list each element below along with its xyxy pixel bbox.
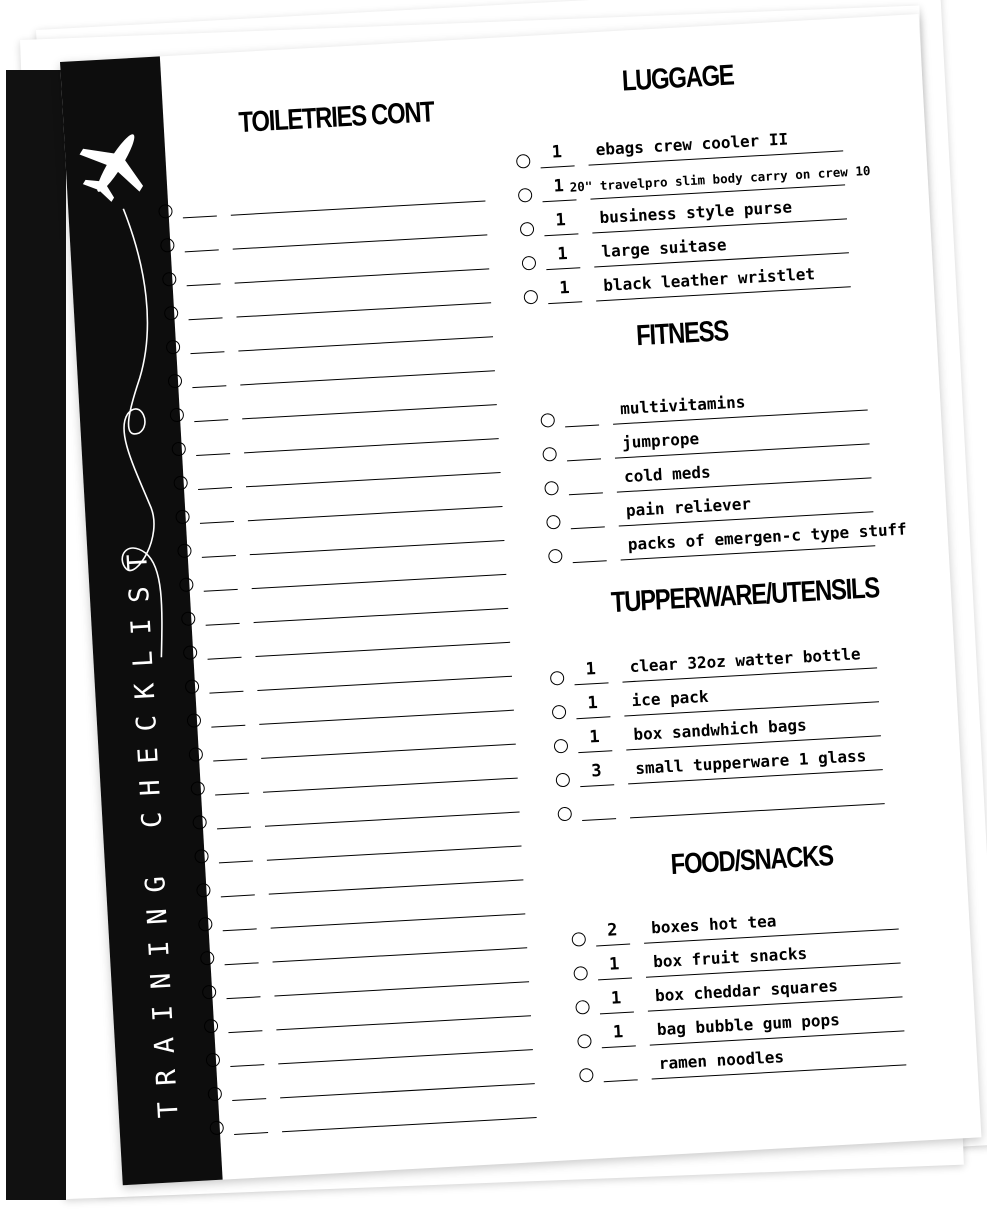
checklist-page bbox=[60, 14, 981, 1185]
quantity-line bbox=[565, 424, 599, 427]
item-line bbox=[235, 268, 490, 283]
checkbox-circle[interactable] bbox=[206, 1053, 221, 1068]
quantity-line bbox=[223, 928, 257, 931]
item-text: ramen noodles bbox=[658, 1047, 785, 1074]
toiletries-title: TOILETRIES CONT bbox=[237, 96, 435, 140]
quantity-line bbox=[600, 1011, 634, 1014]
item-line bbox=[236, 302, 491, 317]
checkbox-circle[interactable] bbox=[185, 679, 200, 694]
item-line bbox=[273, 947, 528, 962]
quantity-line bbox=[227, 996, 261, 999]
quantity-text: 1 bbox=[586, 692, 599, 714]
quantity-line bbox=[548, 301, 582, 304]
item-text: box cheddar squares bbox=[654, 976, 839, 1006]
checkbox-circle[interactable] bbox=[173, 476, 188, 491]
tupperware-title: TUPPERWARE/UTENSILS bbox=[610, 572, 880, 620]
item-line bbox=[265, 812, 520, 827]
quantity-line bbox=[575, 682, 609, 685]
quantity-line bbox=[232, 1098, 266, 1101]
quantity-line bbox=[604, 1079, 638, 1082]
checkbox-circle[interactable] bbox=[177, 543, 192, 558]
quantity-line bbox=[202, 555, 236, 558]
checkbox-circle[interactable] bbox=[200, 951, 215, 966]
quantity-line bbox=[187, 283, 221, 286]
food-title: FOOD/SNACKS bbox=[669, 840, 834, 882]
item-line bbox=[261, 744, 516, 759]
checkbox-circle[interactable] bbox=[198, 917, 213, 932]
item-text: business style purse bbox=[598, 197, 793, 228]
item-text: jumprope bbox=[621, 428, 700, 453]
checkbox-circle[interactable] bbox=[546, 515, 561, 530]
checkbox-circle[interactable] bbox=[181, 611, 196, 626]
quantity-line bbox=[544, 233, 578, 236]
quantity-line bbox=[190, 351, 224, 354]
checkbox-circle[interactable] bbox=[194, 849, 209, 864]
checkbox-circle[interactable] bbox=[190, 781, 205, 796]
quantity-line bbox=[215, 793, 249, 796]
checkbox-circle[interactable] bbox=[575, 1000, 590, 1015]
item-text: clear 32oz watter bottle bbox=[629, 644, 861, 677]
item-line bbox=[248, 506, 503, 521]
checkbox-circle[interactable] bbox=[520, 222, 535, 237]
quantity-line bbox=[234, 1132, 268, 1135]
quantity-line bbox=[204, 589, 238, 592]
quantity-line bbox=[213, 759, 247, 762]
item-line bbox=[246, 472, 501, 487]
checkbox-circle[interactable] bbox=[577, 1034, 592, 1049]
item-line bbox=[276, 1015, 531, 1030]
item-text: multivitamins bbox=[619, 392, 746, 419]
quantity-line bbox=[209, 691, 243, 694]
quantity-line bbox=[567, 458, 601, 461]
item-line bbox=[231, 200, 486, 215]
quantity-text: 2 bbox=[606, 920, 619, 941]
item-line bbox=[280, 1083, 535, 1098]
item-line bbox=[630, 803, 885, 818]
quantity-text bbox=[571, 536, 605, 538]
checkbox-circle[interactable] bbox=[550, 671, 565, 686]
checkbox-circle[interactable] bbox=[202, 985, 217, 1000]
quantity-line bbox=[546, 267, 580, 270]
quantity-line bbox=[183, 215, 217, 218]
checkbox-circle[interactable] bbox=[204, 1019, 219, 1034]
checkbox-circle[interactable] bbox=[162, 272, 177, 287]
item-text: box fruit snacks bbox=[652, 943, 808, 972]
quantity-line bbox=[230, 1064, 264, 1067]
quantity-line bbox=[211, 725, 245, 728]
quantity-text: 1 bbox=[553, 176, 565, 197]
item-line bbox=[278, 1049, 533, 1064]
item-line bbox=[282, 1117, 537, 1132]
quantity-line bbox=[569, 492, 603, 495]
checkbox-circle[interactable] bbox=[187, 713, 202, 728]
item-text: ice pack bbox=[631, 686, 710, 711]
quantity-line bbox=[543, 199, 577, 202]
checkbox-circle[interactable] bbox=[571, 932, 586, 947]
checkbox-circle[interactable] bbox=[555, 773, 570, 788]
checkbox-circle[interactable] bbox=[523, 290, 538, 305]
item-text: packs of emergen-c type stuff bbox=[627, 519, 908, 555]
checkbox-circle[interactable] bbox=[554, 739, 569, 754]
checkbox-circle[interactable] bbox=[573, 966, 588, 981]
checkbox-circle[interactable] bbox=[164, 306, 179, 321]
quantity-line bbox=[228, 1030, 262, 1033]
item-line bbox=[257, 676, 512, 691]
item-line bbox=[267, 845, 522, 860]
checkbox-circle[interactable] bbox=[557, 807, 572, 822]
quantity-line bbox=[185, 249, 219, 252]
quantity-text: 1 bbox=[608, 954, 620, 975]
item-line bbox=[252, 574, 507, 589]
checkbox-circle[interactable] bbox=[188, 747, 203, 762]
item-line bbox=[238, 336, 493, 351]
item-text: black leather wristlet bbox=[602, 264, 816, 296]
quantity-text bbox=[568, 468, 602, 470]
quantity-text bbox=[602, 1055, 636, 1057]
checkbox-circle[interactable] bbox=[160, 238, 175, 253]
checkbox-circle[interactable] bbox=[518, 188, 533, 203]
checkbox-circle[interactable] bbox=[158, 204, 173, 219]
quantity-line bbox=[225, 962, 259, 965]
quantity-text: 1 bbox=[556, 243, 569, 265]
item-text: bag bubble gum pops bbox=[656, 1009, 841, 1040]
quantity-line bbox=[576, 716, 610, 719]
quantity-line bbox=[598, 977, 632, 980]
item-line bbox=[242, 404, 497, 419]
checkbox-circle[interactable] bbox=[192, 815, 207, 830]
item-line bbox=[269, 879, 524, 894]
back-sheet-spine bbox=[6, 70, 66, 1200]
quantity-line bbox=[573, 560, 607, 563]
quantity-text: 3 bbox=[590, 760, 603, 782]
luggage-title: LUGGAGE bbox=[621, 59, 735, 98]
checkbox-circle[interactable] bbox=[548, 549, 563, 564]
quantity-line bbox=[192, 385, 226, 388]
quantity-text bbox=[581, 794, 615, 796]
checkbox-circle[interactable] bbox=[540, 413, 555, 428]
checkbox-circle[interactable] bbox=[522, 256, 537, 271]
item-line bbox=[250, 540, 505, 555]
checkbox-circle[interactable] bbox=[168, 374, 183, 389]
quantity-text: 1 bbox=[588, 726, 601, 748]
fitness-title: FITNESS bbox=[635, 315, 729, 353]
item-line bbox=[240, 370, 495, 385]
quantity-line bbox=[578, 750, 612, 753]
quantity-text: 1 bbox=[612, 1022, 624, 1043]
item-line bbox=[254, 608, 509, 623]
quantity-text: 1 bbox=[585, 659, 597, 680]
quantity-line bbox=[602, 1045, 636, 1048]
item-text: pain reliever bbox=[625, 494, 752, 521]
quantity-line bbox=[200, 521, 234, 524]
item-line bbox=[255, 642, 510, 657]
checkbox-circle[interactable] bbox=[183, 645, 198, 660]
quantity-line bbox=[198, 487, 232, 490]
item-line bbox=[259, 710, 514, 725]
item-text: small tupperware 1 glass bbox=[634, 746, 867, 778]
item-text: cold meds bbox=[623, 462, 712, 487]
quantity-line bbox=[194, 419, 228, 422]
item-text: box sandwhich bags bbox=[632, 715, 808, 745]
checkbox-circle[interactable] bbox=[207, 1087, 222, 1102]
quantity-text: 1 bbox=[610, 988, 622, 1009]
checkbox-circle[interactable] bbox=[171, 442, 186, 457]
quantity-line bbox=[189, 317, 223, 320]
item-text: ebags crew cooler II bbox=[595, 129, 789, 160]
item-line bbox=[263, 778, 518, 793]
checkbox-circle[interactable] bbox=[516, 154, 531, 169]
quantity-line bbox=[541, 165, 575, 168]
airplane-icon bbox=[71, 119, 160, 208]
quantity-text: 1 bbox=[558, 277, 571, 299]
quantity-line bbox=[596, 944, 630, 947]
checkbox-circle[interactable] bbox=[166, 340, 181, 355]
checkbox-circle[interactable] bbox=[175, 509, 190, 524]
quantity-line bbox=[582, 818, 616, 821]
quantity-text: 1 bbox=[554, 210, 567, 231]
checkbox-circle[interactable] bbox=[552, 705, 567, 720]
quantity-line bbox=[221, 894, 255, 897]
item-line bbox=[244, 438, 499, 453]
quantity-text bbox=[569, 502, 603, 504]
quantity-line bbox=[208, 657, 242, 660]
checkbox-circle[interactable] bbox=[170, 408, 185, 423]
item-text: 20" travelpro slim body carry on crew 10 bbox=[569, 162, 871, 195]
checkbox-circle[interactable] bbox=[196, 883, 211, 898]
item-line bbox=[271, 913, 526, 928]
quantity-line bbox=[206, 623, 240, 626]
quantity-line bbox=[580, 784, 614, 787]
item-line bbox=[274, 981, 529, 996]
quantity-line bbox=[571, 526, 605, 529]
item-text: large suitase bbox=[600, 235, 727, 262]
quantity-text bbox=[566, 434, 600, 436]
spine-title: TRAINING CHECKLIST bbox=[121, 537, 185, 1119]
quantity-line bbox=[196, 453, 230, 456]
item-line bbox=[233, 234, 488, 249]
quantity-line bbox=[217, 827, 251, 830]
checkbox-circle[interactable] bbox=[579, 1068, 594, 1083]
checkbox-circle[interactable] bbox=[179, 577, 194, 592]
checkbox-circle[interactable] bbox=[542, 447, 557, 462]
quantity-line bbox=[219, 860, 253, 863]
item-text: boxes hot tea bbox=[650, 911, 777, 938]
checkbox-circle[interactable] bbox=[544, 481, 559, 496]
quantity-text: 1 bbox=[551, 142, 563, 163]
checkbox-circle[interactable] bbox=[209, 1121, 224, 1136]
quantity-text bbox=[564, 401, 598, 403]
